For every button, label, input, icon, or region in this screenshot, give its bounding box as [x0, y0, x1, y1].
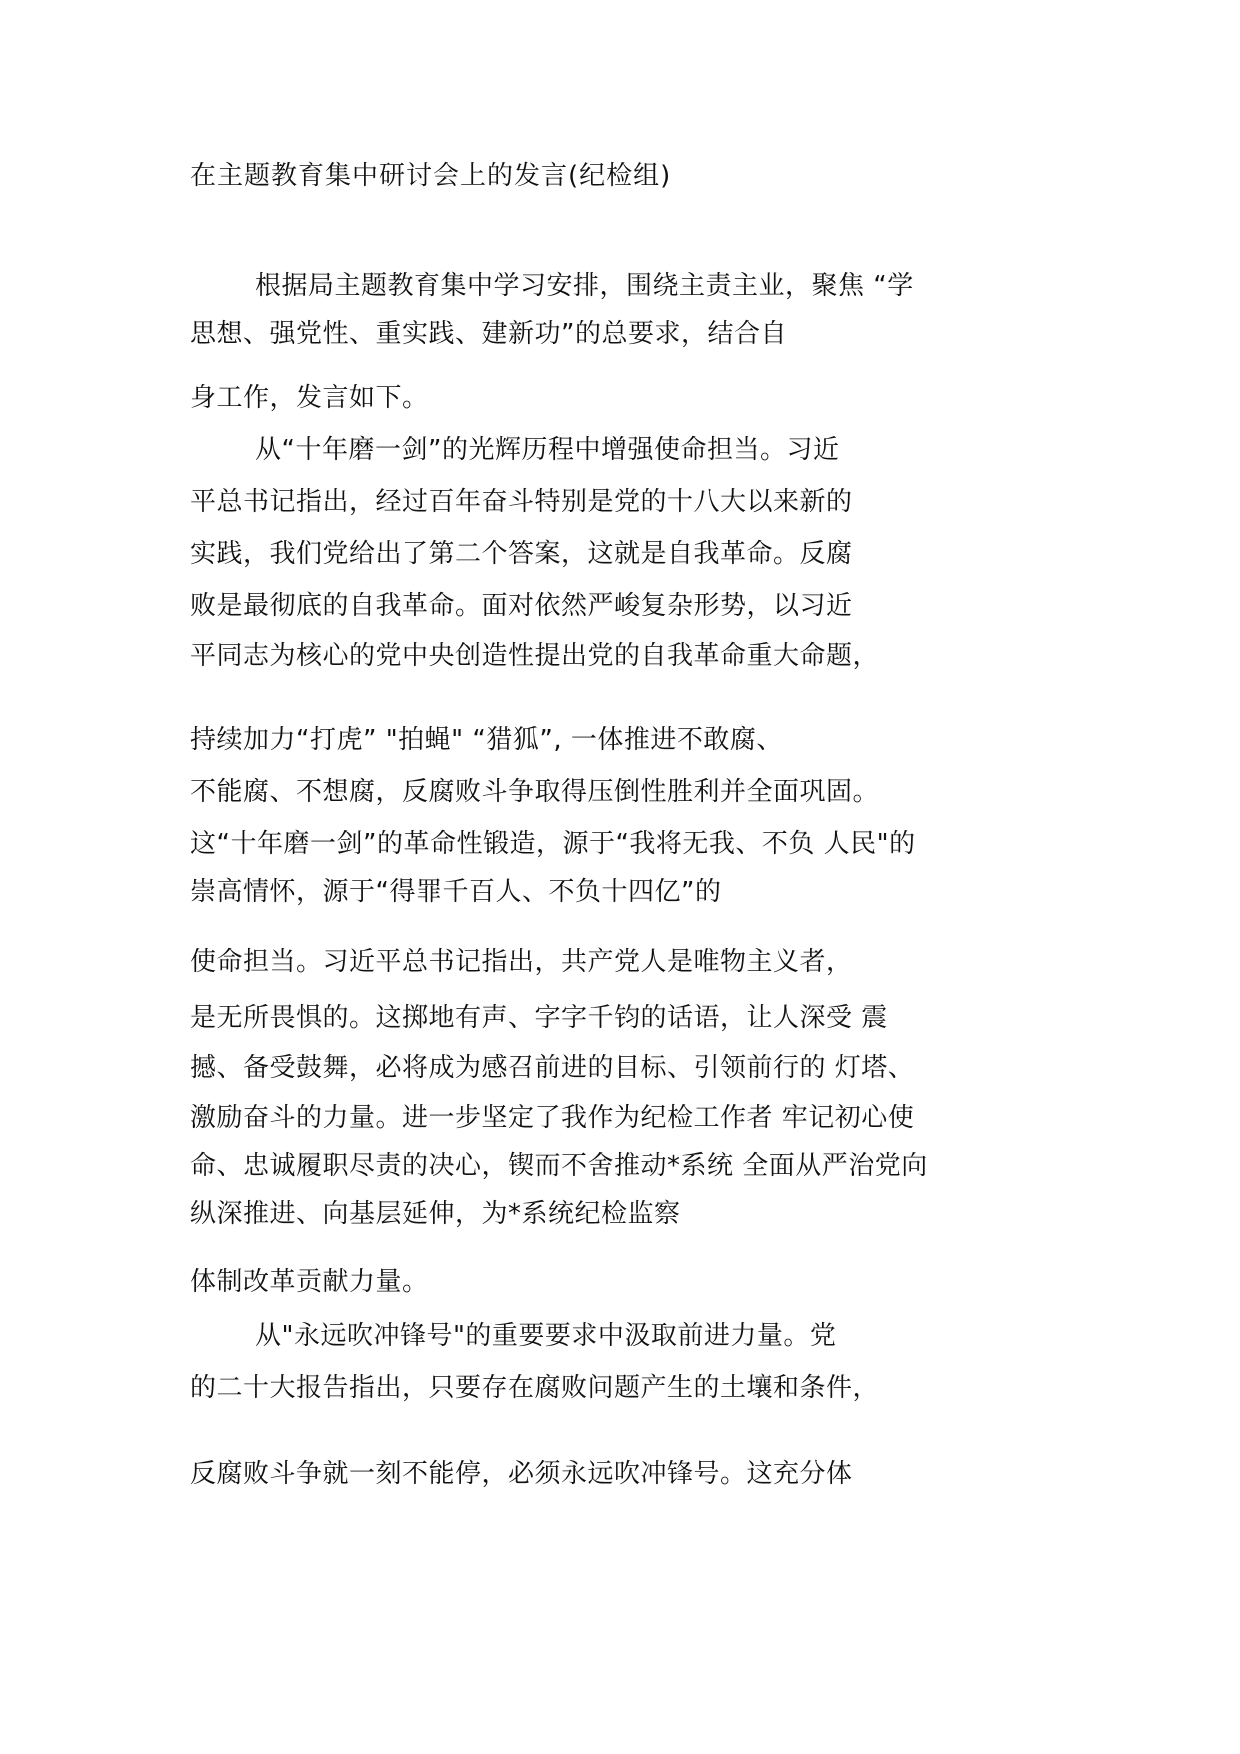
text-line: 使命担当。习近平总书记指出，共产党人是唯物主义者， — [190, 947, 853, 977]
text-line: 反腐败斗争就一刻不能停，必须永远吹冲锋号。这充分体 — [190, 1459, 853, 1489]
text-line: 撼、备受鼓舞，必将成为感召前进的目标、引领前行的 灯塔、 — [190, 1053, 915, 1083]
text-line: 是无所畏惧的。这掷地有声、字字千钧的话语，让人深受 震 — [190, 1003, 888, 1033]
text-line: 平总书记指出，经过百年奋斗特别是党的十八大以来新的 — [190, 487, 853, 517]
text-line: 从“十年磨一剑”的光辉历程中增强使命担当。习近 — [255, 435, 840, 465]
text-line: 思想、强党性、重实践、建新功”的总要求，结合自 — [190, 319, 787, 349]
text-line: 这“十年磨一剑”的革命性锻造，源于“我将无我、不负 人民"的 — [190, 829, 916, 859]
text-line: 崇高情怀，源于“得罪千百人、不负十四亿”的 — [190, 877, 722, 907]
document-title: 在主题教育集中研讨会上的发言(纪检组) — [190, 161, 672, 191]
text-line: 平同志为核心的党中央创造性提出党的自我革命重大命题， — [190, 641, 880, 671]
text-line: 实践，我们党给出了第二个答案，这就是自我革命。反腐 — [190, 539, 853, 569]
text-line: 从"永远吹冲锋号"的重要要求中汲取前进力量。党 — [255, 1321, 837, 1351]
text-line: 激励奋斗的力量。进一步坚定了我作为纪检工作者 牢记初心使 — [190, 1103, 915, 1133]
text-line: 持续加力“打虎” "拍蝇" “猎狐”, 一体推进不敢腐、 — [190, 725, 783, 755]
text-line: 命、忠诚履职尽责的决心，锲而不舍推动*系统 全面从严治党向 — [190, 1151, 928, 1181]
text-line: 的二十大报告指出，只要存在腐败问题产生的土壤和条件， — [190, 1373, 880, 1403]
text-line: 败是最彻底的自我革命。面对依然严峻复杂形势，以习近 — [190, 591, 853, 621]
text-line: 根据局主题教育集中学习安排，围绕主责主业，聚焦 “学 — [255, 271, 914, 301]
text-line: 身工作，发言如下。 — [190, 383, 429, 413]
text-line: 纵深推进、向基层延伸，为*系统纪检监察 — [190, 1199, 681, 1229]
text-line: 不能腐、不想腐，反腐败斗争取得压倒性胜利并全面巩固。 — [190, 777, 880, 807]
text-line: 体制改革贡献力量。 — [190, 1267, 429, 1297]
